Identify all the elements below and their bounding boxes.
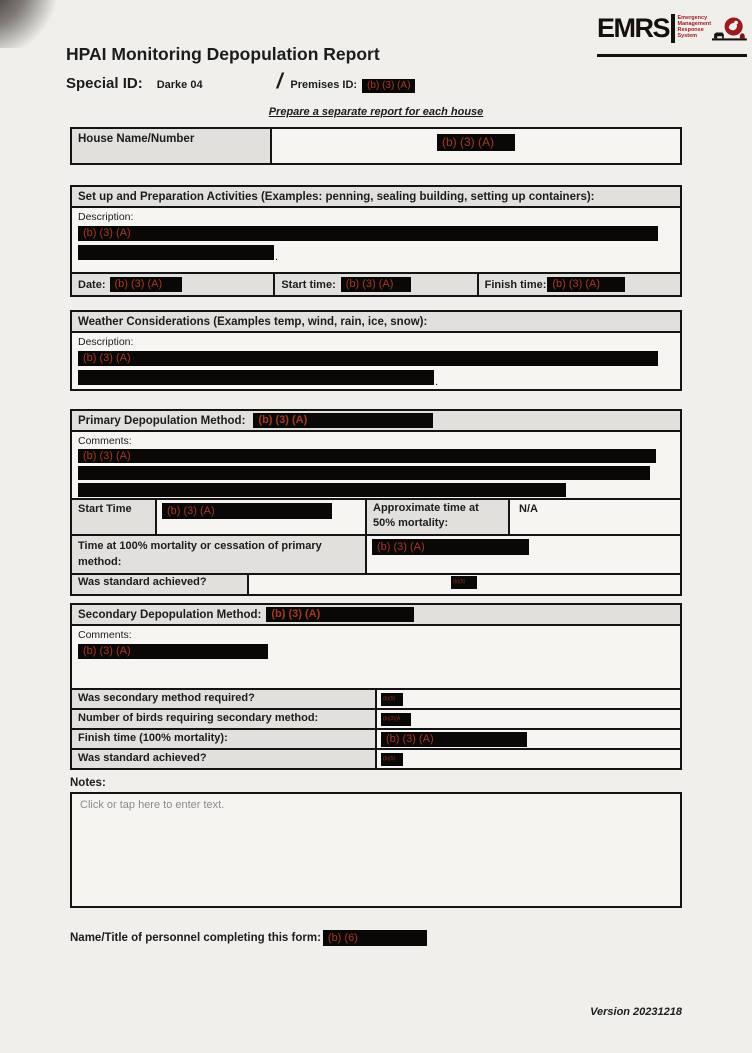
primary-start-time-label: Start Time (72, 500, 157, 534)
primary-comments-redaction-3 (78, 483, 566, 497)
primary-comments-redaction-2 (78, 466, 650, 480)
primary-standard-value-cell (249, 575, 680, 594)
primary-time100-value-cell (367, 536, 680, 573)
special-id-label: Special ID: (66, 75, 143, 92)
emrs-logo-subtext-line: Management (677, 21, 712, 27)
weather-body (72, 333, 680, 389)
emrs-logo-text: EMRS (597, 13, 670, 43)
weather-trailing-period: . (435, 376, 439, 388)
setup-date-label: Date: (78, 278, 106, 291)
secondary-comments-redaction: (b) (3) (A) (78, 644, 268, 659)
secondary-method-redaction: (b) (3) (A) (266, 607, 414, 622)
primary-method-section (70, 409, 682, 596)
personnel-line (70, 930, 427, 946)
setup-description-redaction-1: (b) (3) (A) (78, 226, 658, 241)
secondary-birds-row (72, 708, 680, 728)
weather-description-redaction-2 (78, 370, 434, 385)
setup-body (72, 208, 680, 272)
emrs-logo-subtext (678, 15, 712, 39)
weather-section (70, 310, 682, 391)
secondary-finish-value-cell (377, 730, 680, 748)
secondary-finish-redaction: (b) (3) (A) (381, 732, 527, 747)
notes-placeholder: Click or tap here to enter text. (80, 799, 225, 811)
primary-time100-label: Time at 100% mortality or cessation of primary method: (72, 536, 367, 573)
premises-id-label: Premises ID: (290, 79, 358, 91)
primary-start-time-row (72, 498, 680, 534)
primary-start-time-value-cell (157, 500, 367, 534)
primary-start-time-redaction: (b) (3) (A) (162, 503, 332, 519)
secondary-finish-row (72, 728, 680, 748)
setup-start-time-redaction: (b) (3) (A) (341, 277, 411, 292)
premises-id-redaction: (b) (3) (A) (362, 79, 415, 93)
emrs-logo-emblem (712, 11, 747, 49)
primary-method-redaction: (b) (3) (A) (253, 413, 433, 428)
personnel-label: Name/Title of personnel completing this form: (70, 932, 321, 944)
emrs-logo-subtext-line: Response (677, 27, 704, 33)
instruction-text: Prepare a separate report for each house (268, 106, 484, 118)
setup-start-time-cell (275, 274, 478, 295)
setup-finish-time-cell (479, 274, 680, 295)
setup-date-cell (72, 274, 275, 295)
primary-comments-redaction-1: (b) (3) (A) (78, 449, 656, 463)
emrs-logo-subtext-line: Emergency (677, 15, 708, 21)
primary-approx-time-value: N/A (519, 503, 538, 515)
secondary-finish-label: Finish time (100% mortality): (72, 730, 377, 748)
notes-input[interactable] (70, 792, 682, 908)
emrs-logo-divider (671, 14, 674, 43)
weather-header: Weather Considerations (Examples temp, wind, rain, ice, snow): (72, 312, 680, 333)
emrs-logo (597, 13, 747, 57)
primary-standard-row (72, 573, 680, 594)
setup-finish-time-redaction: (b) (3) (A) (547, 277, 625, 292)
secondary-standard-row (72, 748, 680, 768)
secondary-birds-label: Number of birds requiring secondary method: (72, 710, 377, 728)
secondary-comments (72, 626, 680, 688)
weather-description-redaction-1: (b) (3) (A) (78, 351, 658, 366)
primary-standard-redaction: (b)(5) (451, 576, 477, 589)
house-name-table (70, 127, 682, 165)
secondary-birds-value-cell (377, 710, 680, 728)
secondary-standard-value-cell (377, 750, 680, 768)
secondary-header-label: Secondary Depopulation Method: (78, 608, 262, 621)
secondary-method-section (70, 603, 682, 770)
setup-trailing-period: . (275, 251, 279, 263)
id-row (66, 70, 626, 94)
primary-standard-label: Was standard achieved? (72, 575, 249, 594)
id-separator: / (276, 70, 283, 93)
primary-header (72, 411, 680, 432)
house-name-value-cell (272, 129, 680, 163)
setup-datetime-row (72, 272, 680, 295)
primary-time100-redaction: (b) (3) (A) (372, 539, 529, 555)
setup-header: Set up and Preparation Activities (Examples: penning, sealing building, setting up containers): (72, 187, 680, 208)
setup-start-time-label: Start time: (281, 278, 336, 291)
secondary-required-row (72, 688, 680, 708)
version-text: Version 20231218 (590, 1006, 682, 1018)
primary-comments-label: Comments: (78, 435, 132, 447)
secondary-comments-label: Comments: (78, 629, 132, 641)
special-id-value: Darke 04 (156, 79, 203, 91)
setup-section (70, 185, 682, 297)
setup-date-redaction: (b) (3) (A) (110, 277, 182, 292)
personnel-redaction: (b) (6) (323, 930, 427, 946)
primary-time100-row (72, 534, 680, 573)
primary-header-label: Primary Depopulation Method: (78, 414, 246, 427)
house-name-label: House Name/Number (72, 129, 272, 163)
secondary-standard-redaction: (b)(5) (381, 753, 403, 766)
setup-finish-time-label: Finish time: (484, 278, 547, 291)
secondary-header (72, 605, 680, 626)
house-name-redaction: (b) (3) (A) (437, 134, 515, 151)
notes-label: Notes: (70, 777, 106, 789)
secondary-standard-label: Was standard achieved? (72, 750, 377, 768)
secondary-required-label: Was secondary method required? (72, 690, 377, 708)
weather-description-label: Description: (78, 336, 134, 348)
emrs-logo-subtext-line: System (677, 33, 698, 39)
setup-description-label: Description: (78, 211, 134, 223)
primary-comments (72, 432, 680, 498)
secondary-birds-redaction: (b)(3)(A (381, 713, 411, 726)
secondary-required-redaction: (b)(5) (381, 693, 403, 706)
primary-approx-time-label: Approximate time at 50% mortality: (367, 500, 510, 534)
setup-description-redaction-2 (78, 245, 274, 260)
scan-artifact-corner (0, 0, 66, 48)
page-title: HPAI Monitoring Depopulation Report (66, 44, 380, 64)
secondary-required-value-cell (377, 690, 680, 708)
